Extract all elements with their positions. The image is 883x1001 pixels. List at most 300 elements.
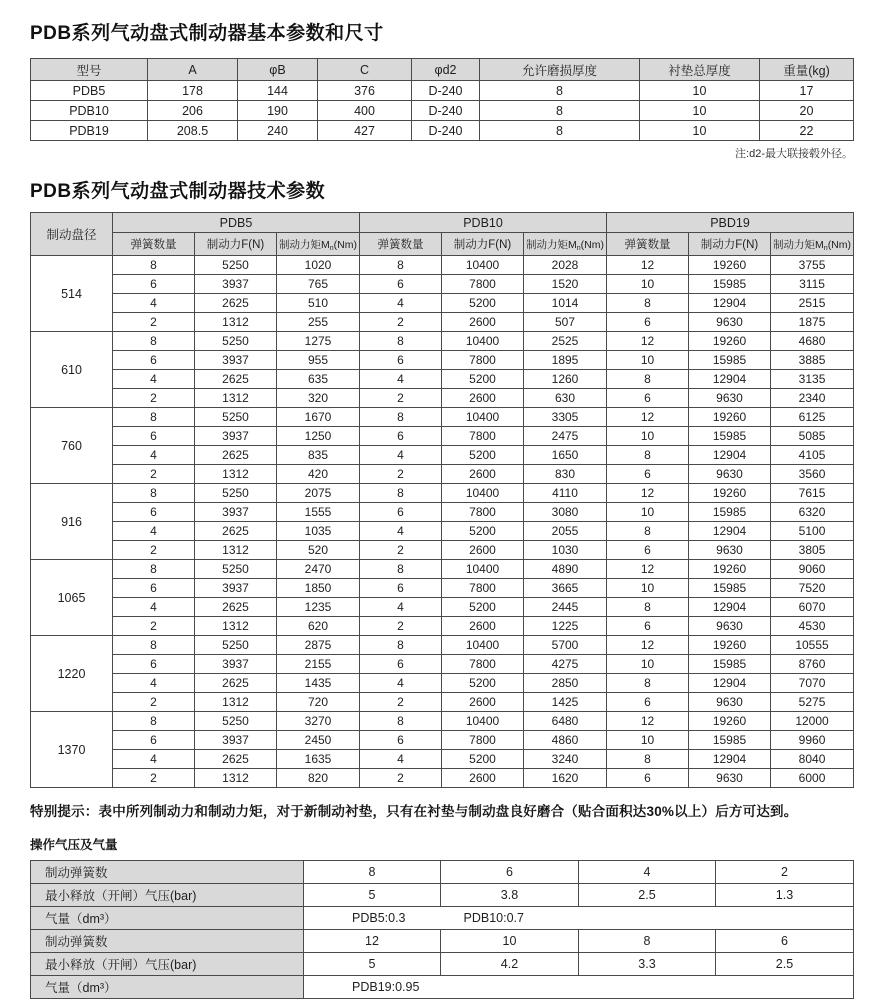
table-cell: 510 <box>277 294 360 313</box>
table-cell: 12904 <box>689 370 771 389</box>
torque-label-prefix: 制动力矩M <box>526 238 577 251</box>
table-cell: 2600 <box>442 617 524 636</box>
table-row <box>31 81 854 101</box>
table-cell: 4 <box>360 522 442 541</box>
brake-torque-header <box>771 233 854 256</box>
table-cell: 2515 <box>771 294 854 313</box>
table-cell: 1020 <box>277 256 360 275</box>
table-cell: 2 <box>113 389 195 408</box>
table-row <box>31 976 854 999</box>
table-cell: 19260 <box>689 712 771 731</box>
table-cell: 2 <box>113 313 195 332</box>
value-cell: 8 <box>579 930 716 953</box>
table-cell: 5250 <box>195 636 277 655</box>
basic-params-table <box>30 58 854 141</box>
table-row <box>31 408 854 427</box>
table-cell: 830 <box>524 465 607 484</box>
table-cell: 2 <box>360 465 442 484</box>
table-cell: D-240 <box>412 101 480 121</box>
table-cell: 400 <box>318 101 412 121</box>
table-cell: 10 <box>607 655 689 674</box>
table-cell: 720 <box>277 693 360 712</box>
table-cell: 9630 <box>689 465 771 484</box>
table-cell: 2028 <box>524 256 607 275</box>
table-cell: 5085 <box>771 427 854 446</box>
table-row <box>31 674 854 693</box>
table-cell: 4 <box>113 294 195 313</box>
value-cell: 10 <box>441 930 579 953</box>
table-row <box>31 884 854 907</box>
table-cell: D-240 <box>412 121 480 141</box>
table-row <box>31 541 854 560</box>
table-row <box>31 275 854 294</box>
table-row <box>31 332 854 351</box>
table-cell: 10400 <box>442 256 524 275</box>
table-cell: 835 <box>277 446 360 465</box>
basic-table-body <box>31 81 854 141</box>
table-cell: 20 <box>760 101 854 121</box>
table-cell: 3937 <box>195 275 277 294</box>
table-cell: 1312 <box>195 465 277 484</box>
table-cell: 3937 <box>195 351 277 370</box>
table-cell: 3937 <box>195 731 277 750</box>
table-row <box>31 560 854 579</box>
table-cell: 9630 <box>689 389 771 408</box>
model-group-header: PDB10 <box>360 213 607 233</box>
special-note: 特别提示：表中所列制动力和制动力矩，对于新制动衬垫，只有在衬垫与制动盘良好磨合（贴合面积达30%以上）后方可达到。 <box>30 804 798 819</box>
row-label-cell: 最小释放（开闸）气压(bar) <box>31 953 304 976</box>
table-cell: 8040 <box>771 750 854 769</box>
brake-force-header: 制动力F(N) <box>442 233 524 256</box>
column-header: A <box>148 59 238 81</box>
table-cell: 4275 <box>524 655 607 674</box>
table-row <box>31 731 854 750</box>
torque-label-prefix: 制动力矩M <box>279 238 330 251</box>
table-cell: 8 <box>360 712 442 731</box>
table-cell: 5100 <box>771 522 854 541</box>
row-label-cell: 最小释放（开闸）气压(bar) <box>31 884 304 907</box>
table-cell: 3805 <box>771 541 854 560</box>
table-cell: 1312 <box>195 769 277 788</box>
table-cell: 6000 <box>771 769 854 788</box>
table-cell: 320 <box>277 389 360 408</box>
table-cell: 2450 <box>277 731 360 750</box>
table-cell: 5200 <box>442 750 524 769</box>
table-cell: 427 <box>318 121 412 141</box>
table-cell: 2875 <box>277 636 360 655</box>
table-cell: 12 <box>607 332 689 351</box>
corner-header: 制动盘径 <box>31 213 113 256</box>
table-cell: 2625 <box>195 674 277 693</box>
table-cell: 5200 <box>442 370 524 389</box>
table-cell: 9630 <box>689 769 771 788</box>
table-cell: PDB5 <box>31 81 148 101</box>
table-cell: 2 <box>360 389 442 408</box>
table-cell: 9630 <box>689 693 771 712</box>
table-cell: 1895 <box>524 351 607 370</box>
table-cell: 8 <box>607 370 689 389</box>
table-cell: 10555 <box>771 636 854 655</box>
table-cell: 1014 <box>524 294 607 313</box>
value-cell: 3.8 <box>441 884 579 907</box>
table-cell: 5200 <box>442 446 524 465</box>
table-row <box>31 294 854 313</box>
table-cell: 15985 <box>689 427 771 446</box>
value-text: PDB19:0.95 <box>352 980 420 994</box>
table-cell: 1650 <box>524 446 607 465</box>
table-cell: 12904 <box>689 598 771 617</box>
table-row <box>31 655 854 674</box>
table-cell: 8 <box>113 484 195 503</box>
table-cell: 19260 <box>689 560 771 579</box>
value-cell: 2.5 <box>579 884 716 907</box>
table-cell: 10 <box>640 81 760 101</box>
table-cell: 5250 <box>195 408 277 427</box>
table-cell: 12 <box>607 256 689 275</box>
table-cell: 8 <box>480 121 640 141</box>
table-cell: 2625 <box>195 370 277 389</box>
table-cell: 19260 <box>689 332 771 351</box>
table-cell: 635 <box>277 370 360 389</box>
table-cell: 4 <box>113 446 195 465</box>
pressure-section-heading: 操作气压及气量 <box>30 838 118 852</box>
table-cell: 1670 <box>277 408 360 427</box>
torque-label-sub: n <box>329 244 334 252</box>
table-row <box>31 101 854 121</box>
torque-label-suffix: (Nm) <box>827 238 852 251</box>
table-cell: 17 <box>760 81 854 101</box>
table-cell: 6 <box>113 579 195 598</box>
value-cell: 1.3 <box>716 884 854 907</box>
table-cell: 9060 <box>771 560 854 579</box>
table-cell: 1312 <box>195 313 277 332</box>
table-cell: 2155 <box>277 655 360 674</box>
table-cell: 12904 <box>689 294 771 313</box>
table-row <box>31 598 854 617</box>
merged-values <box>304 980 853 994</box>
table-row <box>31 465 854 484</box>
table-cell: 4530 <box>771 617 854 636</box>
disc-diameter-cell: 610 <box>31 332 113 408</box>
disc-diameter-cell: 1065 <box>31 560 113 636</box>
table-cell: 8 <box>113 332 195 351</box>
table-cell: 8 <box>113 408 195 427</box>
table-cell: 3270 <box>277 712 360 731</box>
table-cell: 8760 <box>771 655 854 674</box>
disc-diameter-cell: 916 <box>31 484 113 560</box>
table-cell: 2075 <box>277 484 360 503</box>
tech-sub-header-row <box>31 233 854 256</box>
pressure-volume-table <box>30 860 854 999</box>
torque-label-prefix: 制动力矩M <box>773 238 824 251</box>
brake-force-header: 制动力F(N) <box>689 233 771 256</box>
value-cell: 3.3 <box>579 953 716 976</box>
table-cell: 1312 <box>195 617 277 636</box>
table-cell: 2340 <box>771 389 854 408</box>
table-cell: 4 <box>360 598 442 617</box>
table-cell: 1520 <box>524 275 607 294</box>
table-cell: 3885 <box>771 351 854 370</box>
table-cell: 1312 <box>195 541 277 560</box>
table-cell: 8 <box>480 101 640 121</box>
table-cell: 6 <box>113 427 195 446</box>
table-cell: 820 <box>277 769 360 788</box>
table-cell: 12 <box>607 636 689 655</box>
table-cell: 6 <box>360 351 442 370</box>
table-cell: 4105 <box>771 446 854 465</box>
row-label-cell: 制动弹簧数 <box>31 930 304 953</box>
table-cell: 3937 <box>195 427 277 446</box>
table-row <box>31 750 854 769</box>
table-cell: 2850 <box>524 674 607 693</box>
table-cell: 10 <box>607 427 689 446</box>
table-cell: 1275 <box>277 332 360 351</box>
torque-label-sub: n <box>823 244 828 252</box>
table-cell: 4 <box>360 294 442 313</box>
table-cell: 376 <box>318 81 412 101</box>
table-row <box>31 121 854 141</box>
table-cell: 6 <box>607 693 689 712</box>
table-cell: 10 <box>640 121 760 141</box>
table-cell: 2600 <box>442 465 524 484</box>
table-cell: 5200 <box>442 522 524 541</box>
table-cell: 4890 <box>524 560 607 579</box>
table-cell: 2600 <box>442 389 524 408</box>
table-row <box>31 503 854 522</box>
table-cell: 5250 <box>195 256 277 275</box>
table-cell: 5250 <box>195 332 277 351</box>
table-cell: 10 <box>607 579 689 598</box>
table-cell: 5200 <box>442 294 524 313</box>
table-cell: 12904 <box>689 750 771 769</box>
table-cell: PDB19 <box>31 121 148 141</box>
table-cell: 19260 <box>689 484 771 503</box>
table-cell: 2600 <box>442 769 524 788</box>
table-cell: 6 <box>113 351 195 370</box>
table-cell: 7800 <box>442 275 524 294</box>
table-cell: 12 <box>607 408 689 427</box>
table-cell: 2470 <box>277 560 360 579</box>
tech-params-title: PDB系列气动盘式制动器技术参数 <box>30 181 326 202</box>
table-cell: 4 <box>360 750 442 769</box>
tech-group-header-row <box>31 213 854 233</box>
table-cell: 2445 <box>524 598 607 617</box>
disc-diameter-cell: 514 <box>31 256 113 332</box>
disc-diameter-cell: 760 <box>31 408 113 484</box>
torque-label-suffix: (Nm) <box>333 238 357 251</box>
table-cell: 2475 <box>524 427 607 446</box>
table-cell: 4680 <box>771 332 854 351</box>
column-header: φB <box>238 59 318 81</box>
table-cell: 4 <box>113 370 195 389</box>
table-cell: 7800 <box>442 503 524 522</box>
spring-count-header: 弹簧数量 <box>607 233 689 256</box>
table-cell: 10400 <box>442 332 524 351</box>
basic-header-row <box>31 59 854 81</box>
table-cell: 10400 <box>442 484 524 503</box>
table-cell: 2625 <box>195 522 277 541</box>
table-cell: 3665 <box>524 579 607 598</box>
table-cell: 10 <box>607 351 689 370</box>
row-label-cell: 制动弹簧数 <box>31 861 304 884</box>
table-row <box>31 693 854 712</box>
value-cell: 8 <box>304 861 441 884</box>
table-cell: 12000 <box>771 712 854 731</box>
merged-value-cell <box>304 976 854 999</box>
table-cell: 7800 <box>442 655 524 674</box>
table-cell: 8 <box>360 560 442 579</box>
table-row <box>31 446 854 465</box>
table-cell: 2 <box>360 313 442 332</box>
table-cell: 6070 <box>771 598 854 617</box>
table-cell: 6 <box>113 731 195 750</box>
merged-values <box>304 911 853 925</box>
table-row <box>31 930 854 953</box>
table-cell: 2 <box>113 693 195 712</box>
table-cell: 8 <box>607 674 689 693</box>
table-cell: 2055 <box>524 522 607 541</box>
table-cell: 10 <box>607 731 689 750</box>
table-cell: 1620 <box>524 769 607 788</box>
table-cell: 4110 <box>524 484 607 503</box>
value-text: PDB10:0.7 <box>463 911 524 925</box>
table-cell: 2 <box>360 769 442 788</box>
column-header: 允许磨损厚度 <box>480 59 640 81</box>
footnote-d2: 注:d2-最大联接毂外径。 <box>735 148 853 160</box>
table-cell: 10400 <box>442 408 524 427</box>
table-cell: 1225 <box>524 617 607 636</box>
table-cell: 3937 <box>195 503 277 522</box>
table-cell: 1425 <box>524 693 607 712</box>
table-row <box>31 579 854 598</box>
table-row <box>31 256 854 275</box>
table-row <box>31 522 854 541</box>
table-cell: 4 <box>113 522 195 541</box>
table-cell: 507 <box>524 313 607 332</box>
table-row <box>31 617 854 636</box>
brake-torque-header <box>277 233 360 256</box>
table-cell: 6 <box>360 427 442 446</box>
tech-table-body <box>31 256 854 788</box>
table-cell: 6 <box>360 731 442 750</box>
table-cell: 1875 <box>771 313 854 332</box>
table-cell: 10 <box>640 101 760 121</box>
table-cell: 10 <box>607 275 689 294</box>
table-cell: 12 <box>607 712 689 731</box>
table-cell: 4 <box>113 750 195 769</box>
table-cell: 8 <box>607 294 689 313</box>
table-cell: 3080 <box>524 503 607 522</box>
brake-force-header: 制动力F(N) <box>195 233 277 256</box>
table-row <box>31 769 854 788</box>
table-cell: 1850 <box>277 579 360 598</box>
table-row <box>31 953 854 976</box>
table-cell: 5250 <box>195 484 277 503</box>
torque-label-suffix: (Nm) <box>580 238 604 251</box>
table-cell: 6 <box>113 655 195 674</box>
table-cell: 9630 <box>689 617 771 636</box>
table-cell: 2625 <box>195 750 277 769</box>
table-cell: 240 <box>238 121 318 141</box>
table-cell: 6 <box>360 655 442 674</box>
table-cell: 8 <box>360 256 442 275</box>
table-cell: 6 <box>607 465 689 484</box>
table-cell: 6320 <box>771 503 854 522</box>
table-cell: 9960 <box>771 731 854 750</box>
model-group-header: PBD19 <box>607 213 854 233</box>
table-row <box>31 861 854 884</box>
value-cell: 2 <box>716 861 854 884</box>
table-cell: 1030 <box>524 541 607 560</box>
table-cell: 206 <box>148 101 238 121</box>
table-cell: 4 <box>113 674 195 693</box>
table-cell: 630 <box>524 389 607 408</box>
table-cell: 1035 <box>277 522 360 541</box>
table-cell: 1312 <box>195 693 277 712</box>
table-cell: 5200 <box>442 674 524 693</box>
table-cell: 955 <box>277 351 360 370</box>
table-cell: 6 <box>360 275 442 294</box>
table-cell: 6480 <box>524 712 607 731</box>
table-row <box>31 636 854 655</box>
table-cell: 3937 <box>195 579 277 598</box>
table-cell: 2525 <box>524 332 607 351</box>
table-cell: 620 <box>277 617 360 636</box>
value-cell: 5 <box>304 884 441 907</box>
table-cell: 4 <box>360 370 442 389</box>
table-cell: 1250 <box>277 427 360 446</box>
table-cell: 190 <box>238 101 318 121</box>
table-cell: 10 <box>607 503 689 522</box>
table-cell: 8 <box>360 484 442 503</box>
table-cell: 6125 <box>771 408 854 427</box>
table-cell: 22 <box>760 121 854 141</box>
table-cell: 6 <box>113 275 195 294</box>
table-cell: 6 <box>607 541 689 560</box>
column-header: 衬垫总厚度 <box>640 59 760 81</box>
table-cell: 2600 <box>442 541 524 560</box>
table-cell: 2 <box>360 617 442 636</box>
spring-count-header: 弹簧数量 <box>113 233 195 256</box>
table-cell: 8 <box>113 712 195 731</box>
table-cell: 9630 <box>689 541 771 560</box>
table-cell: 7520 <box>771 579 854 598</box>
table-cell: 8 <box>360 408 442 427</box>
value-cell: 4 <box>579 861 716 884</box>
column-header: 型号 <box>31 59 148 81</box>
table-cell: 1435 <box>277 674 360 693</box>
table-cell: 8 <box>607 446 689 465</box>
table-cell: 2 <box>113 769 195 788</box>
table-cell: 7615 <box>771 484 854 503</box>
table-cell: 208.5 <box>148 121 238 141</box>
table-cell: 19260 <box>689 636 771 655</box>
table-cell: 8 <box>480 81 640 101</box>
table-cell: 2625 <box>195 294 277 313</box>
table-cell: 8 <box>607 598 689 617</box>
table-cell: 7800 <box>442 427 524 446</box>
table-row <box>31 351 854 370</box>
row-label-cell: 气量（dm³） <box>31 907 304 930</box>
pressure-table-body <box>31 861 854 999</box>
disc-diameter-cell: 1370 <box>31 712 113 788</box>
table-cell: 15985 <box>689 351 771 370</box>
table-cell: 10400 <box>442 712 524 731</box>
table-cell: 4 <box>360 674 442 693</box>
table-cell: 12 <box>607 484 689 503</box>
table-cell: 420 <box>277 465 360 484</box>
column-header: C <box>318 59 412 81</box>
